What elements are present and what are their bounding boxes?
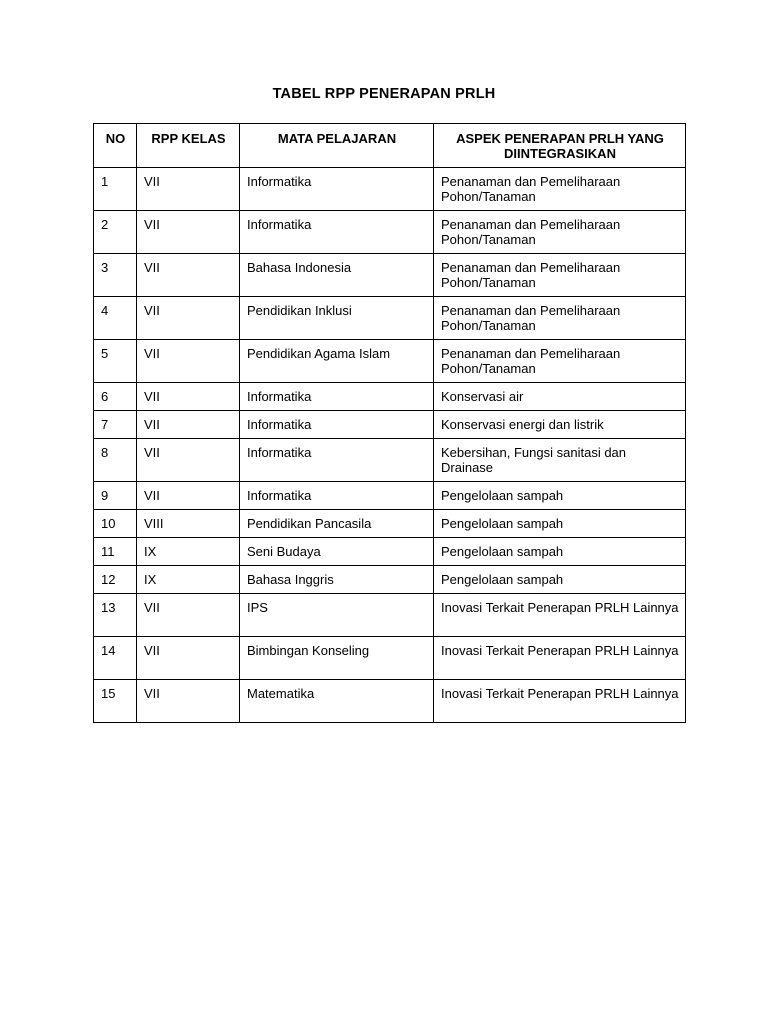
table-row — [94, 411, 686, 439]
cell-kelas: VII — [137, 594, 240, 637]
header-aspek-penerapan: ASPEK PENERAPAN PRLH YANG DIINTEGRASIKAN — [434, 124, 686, 168]
cell-aspek: Pengelolaan sampah — [434, 482, 686, 510]
cell-no: 12 — [94, 566, 137, 594]
table-row — [94, 538, 686, 566]
cell-mapel: Bimbingan Konseling — [240, 637, 434, 680]
cell-kelas: IX — [137, 566, 240, 594]
cell-aspek: Penanaman dan Pemeliharaan Pohon/Tanaman — [434, 254, 686, 297]
header-rpp-kelas: RPP KELAS — [137, 124, 240, 168]
table-row — [94, 439, 686, 482]
cell-aspek: Penanaman dan Pemeliharaan Pohon/Tanaman — [434, 340, 686, 383]
cell-kelas: VII — [137, 411, 240, 439]
rpp-table — [93, 123, 686, 723]
cell-aspek: Penanaman dan Pemeliharaan Pohon/Tanaman — [434, 297, 686, 340]
table-row — [94, 482, 686, 510]
cell-mapel: IPS — [240, 594, 434, 637]
cell-aspek: Konservasi energi dan listrik — [434, 411, 686, 439]
cell-no: 1 — [94, 168, 137, 211]
table-body — [94, 168, 686, 723]
cell-mapel: Bahasa Indonesia — [240, 254, 434, 297]
cell-no: 13 — [94, 594, 137, 637]
cell-aspek: Penanaman dan Pemeliharaan Pohon/Tanaman — [434, 211, 686, 254]
cell-aspek: Penanaman dan Pemeliharaan Pohon/Tanaman — [434, 168, 686, 211]
cell-kelas: IX — [137, 538, 240, 566]
cell-kelas: VII — [137, 168, 240, 211]
cell-no: 5 — [94, 340, 137, 383]
cell-mapel: Informatika — [240, 168, 434, 211]
cell-no: 3 — [94, 254, 137, 297]
cell-kelas: VII — [137, 482, 240, 510]
cell-no: 9 — [94, 482, 137, 510]
cell-mapel: Seni Budaya — [240, 538, 434, 566]
cell-aspek: Pengelolaan sampah — [434, 538, 686, 566]
cell-kelas: VII — [137, 297, 240, 340]
cell-aspek: Konservasi air — [434, 383, 686, 411]
cell-no: 11 — [94, 538, 137, 566]
cell-kelas: VII — [137, 383, 240, 411]
table-row — [94, 637, 686, 680]
cell-mapel: Informatika — [240, 211, 434, 254]
cell-no: 14 — [94, 637, 137, 680]
cell-mapel: Pendidikan Agama Islam — [240, 340, 434, 383]
document-title: TABEL RPP PENERAPAN PRLH — [272, 86, 496, 102]
cell-aspek: Inovasi Terkait Penerapan PRLH Lainnya — [434, 594, 686, 637]
table-row — [94, 168, 686, 211]
table-row — [94, 254, 686, 297]
cell-mapel: Informatika — [240, 482, 434, 510]
cell-mapel: Bahasa Inggris — [240, 566, 434, 594]
cell-no: 6 — [94, 383, 137, 411]
cell-aspek: Pengelolaan sampah — [434, 510, 686, 538]
cell-kelas: VII — [137, 340, 240, 383]
cell-kelas: VII — [137, 211, 240, 254]
cell-no: 8 — [94, 439, 137, 482]
cell-aspek: Inovasi Terkait Penerapan PRLH Lainnya — [434, 680, 686, 723]
cell-kelas: VIII — [137, 510, 240, 538]
cell-kelas: VII — [137, 637, 240, 680]
cell-mapel: Informatika — [240, 439, 434, 482]
table-row — [94, 383, 686, 411]
table-header-row — [94, 124, 686, 168]
cell-no: 7 — [94, 411, 137, 439]
cell-mapel: Informatika — [240, 383, 434, 411]
cell-mapel: Informatika — [240, 411, 434, 439]
table-row — [94, 211, 686, 254]
cell-no: 4 — [94, 297, 137, 340]
cell-mapel: Pendidikan Pancasila — [240, 510, 434, 538]
cell-no: 10 — [94, 510, 137, 538]
cell-kelas: VII — [137, 439, 240, 482]
cell-mapel: Matematika — [240, 680, 434, 723]
header-no: NO — [94, 124, 137, 168]
cell-aspek: Kebersihan, Fungsi sanitasi dan Drainase — [434, 439, 686, 482]
cell-aspek: Inovasi Terkait Penerapan PRLH Lainnya — [434, 637, 686, 680]
cell-no: 2 — [94, 211, 137, 254]
header-mata-pelajaran: MATA PELAJARAN — [240, 124, 434, 168]
cell-kelas: VII — [137, 254, 240, 297]
cell-mapel: Pendidikan Inklusi — [240, 297, 434, 340]
cell-no: 15 — [94, 680, 137, 723]
cell-aspek: Pengelolaan sampah — [434, 566, 686, 594]
table-row — [94, 297, 686, 340]
cell-kelas: VII — [137, 680, 240, 723]
table-row — [94, 594, 686, 637]
table-row — [94, 340, 686, 383]
table-row — [94, 566, 686, 594]
table-row — [94, 680, 686, 723]
table-row — [94, 510, 686, 538]
